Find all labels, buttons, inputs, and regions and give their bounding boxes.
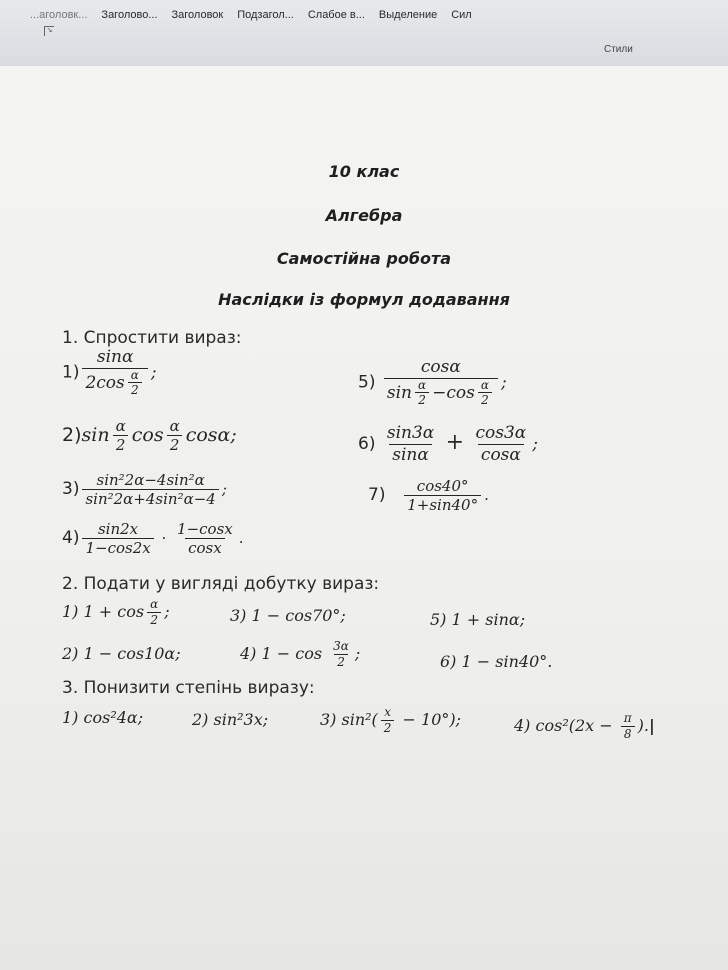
style-emphasis[interactable]: Выделение bbox=[378, 9, 438, 21]
task3-item4: 4) cos²(2x − $\frac{\pi}{8}$ ).| bbox=[514, 711, 655, 741]
task2-item6: 6) 1 − sin40°. bbox=[440, 652, 553, 671]
task1-heading: 1. Спростити вираз: bbox=[62, 328, 242, 348]
grade-heading: 10 клас bbox=[328, 162, 400, 181]
task1-item6: 6) $\frac{\sin 3\alpha}{\sin\alpha}$ + $\frac{\cos 3\alpha}{\cos\alpha}$ ; bbox=[358, 423, 539, 465]
task2-item3: 3) 1 − cos70°; bbox=[230, 606, 346, 625]
ribbon bbox=[0, 0, 728, 67]
task1-item1: 1) sinα 2cos $\frac{\alpha}{2}$ ; bbox=[62, 347, 157, 398]
task2-item1: 1) 1 + cos $\frac{\alpha}{2}$ ; bbox=[62, 597, 170, 627]
style-subtle-emphasis[interactable]: Слабое в... bbox=[307, 9, 365, 21]
task2-item2: 2) 1 − cos10α; bbox=[62, 644, 181, 663]
style-heading-2[interactable]: Заголово... bbox=[101, 9, 158, 21]
task3-item3: 3) sin²( $\frac{x}{2}$ − 10°); bbox=[320, 705, 462, 735]
style-heading-partial[interactable]: ...аголовк... bbox=[30, 9, 88, 21]
task2-item5: 5) 1 + sinα; bbox=[430, 610, 526, 629]
task1-item5: 5) cosα sin $\frac{\alpha}{2}$ −cos $\frac{\alpha}{2}$ ; bbox=[358, 357, 507, 408]
task1-item4: 4) $\frac{\sin 2x}{1-\cos 2x}$ · $\frac{1-\cos x}{\cos x}$ . bbox=[62, 520, 244, 558]
style-subtitle[interactable]: Подзагол... bbox=[237, 9, 294, 21]
text-cursor: | bbox=[648, 716, 655, 736]
work-type-heading: Самостійна робота bbox=[276, 249, 452, 268]
document-page bbox=[0, 66, 728, 970]
styles-group-label: Стили bbox=[604, 44, 633, 55]
task2-item4: 4) 1 − cos $\frac{3\alpha}{2}$ ; bbox=[240, 639, 361, 669]
topic-heading: Наслідки із формул додавання bbox=[218, 290, 510, 309]
task3-item2: 2) sin²3x; bbox=[192, 710, 269, 729]
task1-item7: 7) $\frac{\cos 40^\circ}{1+\sin 40^\circ}$ . bbox=[368, 477, 489, 515]
styles-gallery bbox=[0, 0, 728, 30]
style-title[interactable]: Заголовок bbox=[171, 9, 224, 21]
task3-item1: 1) cos²4α; bbox=[62, 708, 144, 727]
style-strong-partial[interactable]: Сил bbox=[451, 9, 472, 21]
task3-heading: 3. Понизити степінь виразу: bbox=[62, 678, 315, 698]
dialog-launcher-icon[interactable]: ↘ bbox=[44, 26, 54, 36]
task1-item3: 3) $\frac{\text{sin²2α−4sin²α}}{\text{sin²2α+4sin²α−4}}$ ; bbox=[62, 471, 227, 509]
task1-item2: 2)sin $\frac{\alpha}{2}$ cos $\frac{\alpha}{2}$ cosα; bbox=[62, 417, 237, 455]
subject-heading: Алгебра bbox=[325, 206, 403, 225]
task2-heading: 2. Подати у вигляді добутку вираз: bbox=[62, 574, 380, 594]
